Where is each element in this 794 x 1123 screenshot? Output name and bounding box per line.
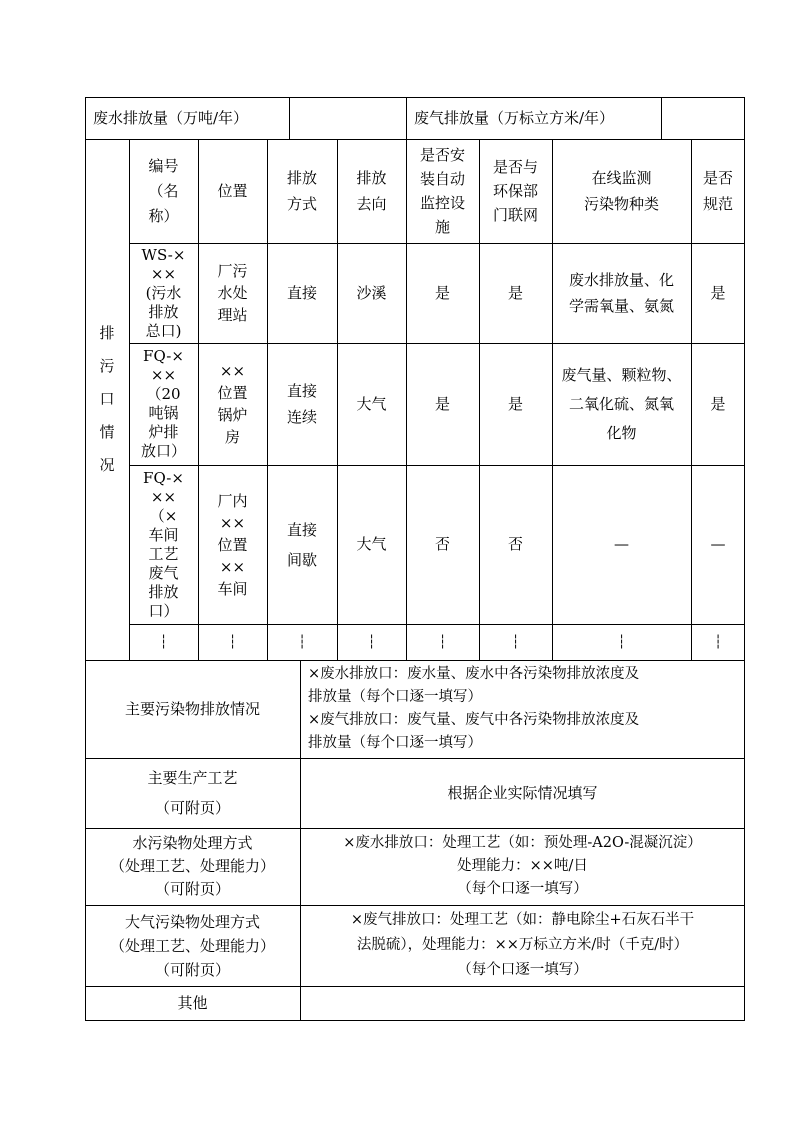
other-content[interactable] xyxy=(300,986,745,1021)
pollution-discharge-table xyxy=(85,97,745,1021)
row1-id: WS-× ×× (污水 排放 总口) xyxy=(141,245,186,340)
air-treatment-line1: ×废气排放口：处理工艺（如：静电除尘+石灰石半干 xyxy=(350,912,695,928)
ellipsis-cell: ┆ xyxy=(714,634,722,650)
row1-destination: 沙溪 xyxy=(356,283,387,302)
ellipsis-cell: ┆ xyxy=(298,634,306,650)
header-pollutants: 在线监测 污染物种类 xyxy=(583,169,659,213)
water-treatment-line1: ×废水排放口：处理工艺（如：预处理-A2O-混凝沉淀） xyxy=(343,835,702,851)
row2-pollutants: 废气量、颗粒物、 二氧化硫、氮氧 化物 xyxy=(561,365,682,442)
outlet-section-label-text: 排 污 口 情 况 xyxy=(99,324,115,474)
ellipsis-cell: ┆ xyxy=(617,634,626,650)
air-treatment-content xyxy=(300,905,745,986)
row3-pollutants: — xyxy=(614,535,629,553)
row1-auto-monitor: 是 xyxy=(434,283,450,302)
header-method: 排放 方式 xyxy=(286,169,317,213)
row1-standard: 是 xyxy=(710,283,726,302)
row2-standard: 是 xyxy=(710,394,726,413)
gas-volume-value[interactable] xyxy=(661,97,745,139)
ellipsis-cell: ┆ xyxy=(438,634,447,650)
header-standard: 是否 规范 xyxy=(702,169,733,213)
production-process-content: 根据企业实际情况填写 xyxy=(447,783,598,802)
row3-location: 厂内 ×× 位置 ×× 车间 xyxy=(217,491,248,598)
other-label: 其他 xyxy=(177,994,208,1012)
ellipsis-cell: ┆ xyxy=(228,634,237,650)
row2-networked: 是 xyxy=(507,394,523,413)
header-id: 编号 （名 称） xyxy=(148,156,179,225)
header-networked: 是否与 环保部 门联网 xyxy=(492,158,538,224)
row2-method: 直接 连续 xyxy=(286,382,317,426)
wastewater-volume-value[interactable] xyxy=(289,97,406,139)
row3-networked: 否 xyxy=(507,535,523,553)
row1-location: 厂污 水处 理站 xyxy=(217,262,248,324)
water-treatment-line3: （每个口逐一填写） xyxy=(457,881,588,897)
row2-auto-monitor: 是 xyxy=(434,394,450,413)
row3-method: 直接 间歇 xyxy=(286,520,317,569)
row2-destination: 大气 xyxy=(356,394,387,413)
wastewater-volume-label: 废水排放量（万吨/年） xyxy=(93,108,249,127)
outlet-section-label xyxy=(85,139,129,660)
header-destination: 排放 去向 xyxy=(356,169,387,213)
header-location: 位置 xyxy=(217,181,248,200)
ellipsis-cell: ┆ xyxy=(159,634,168,650)
row3-id: FQ-× ×× （× 车间 工艺 废气 排放 口） xyxy=(143,468,184,620)
row1-method: 直接 xyxy=(286,283,317,302)
air-treatment-label: 大气污染物处理方式 （处理工艺、处理能力） （可附页） xyxy=(109,912,275,979)
main-pollutants-content: ×废水排放口：废水量、废水中各污染物排放浓度及 排放量（每个口逐一填写） ×废气排放口：废气量、废气中各污染物排放浓度及 排放量（每个口逐一填写） xyxy=(308,666,640,751)
row3-auto-monitor: 否 xyxy=(434,535,450,553)
water-treatment-content xyxy=(300,828,745,905)
water-treatment-label: 水污染物处理方式 （处理工艺、处理能力） （可附页） xyxy=(109,834,275,898)
ellipsis-cell: ┆ xyxy=(511,634,520,650)
air-treatment-line3: （每个口逐一填写） xyxy=(457,962,588,978)
row1-networked: 是 xyxy=(507,283,523,302)
header-auto-monitor: 是否安 装自动 监控设 施 xyxy=(419,146,465,236)
row3-destination: 大气 xyxy=(356,535,387,553)
row2-id: FQ-× ×× （20 吨锅 炉排 放口） xyxy=(140,347,186,460)
ellipsis-cell: ┆ xyxy=(367,634,376,650)
air-treatment-line2: 法脱硫），处理能力：××万标立方米/时（千克/时） xyxy=(356,937,689,953)
row3-standard: — xyxy=(710,535,726,553)
main-pollutants-label: 主要污染物排放情况 xyxy=(124,699,260,718)
gas-volume-label: 废气排放量（万标立方米/年） xyxy=(414,108,615,127)
row2-location: ×× 位置 锅炉 房 xyxy=(217,362,248,446)
row1-pollutants: 废水排放量、化 学需氧量、氨氮 xyxy=(568,271,674,315)
water-treatment-line2: 处理能力：××吨/日 xyxy=(457,858,588,874)
production-process-label: 主要生产工艺 （可附页） xyxy=(147,768,238,817)
